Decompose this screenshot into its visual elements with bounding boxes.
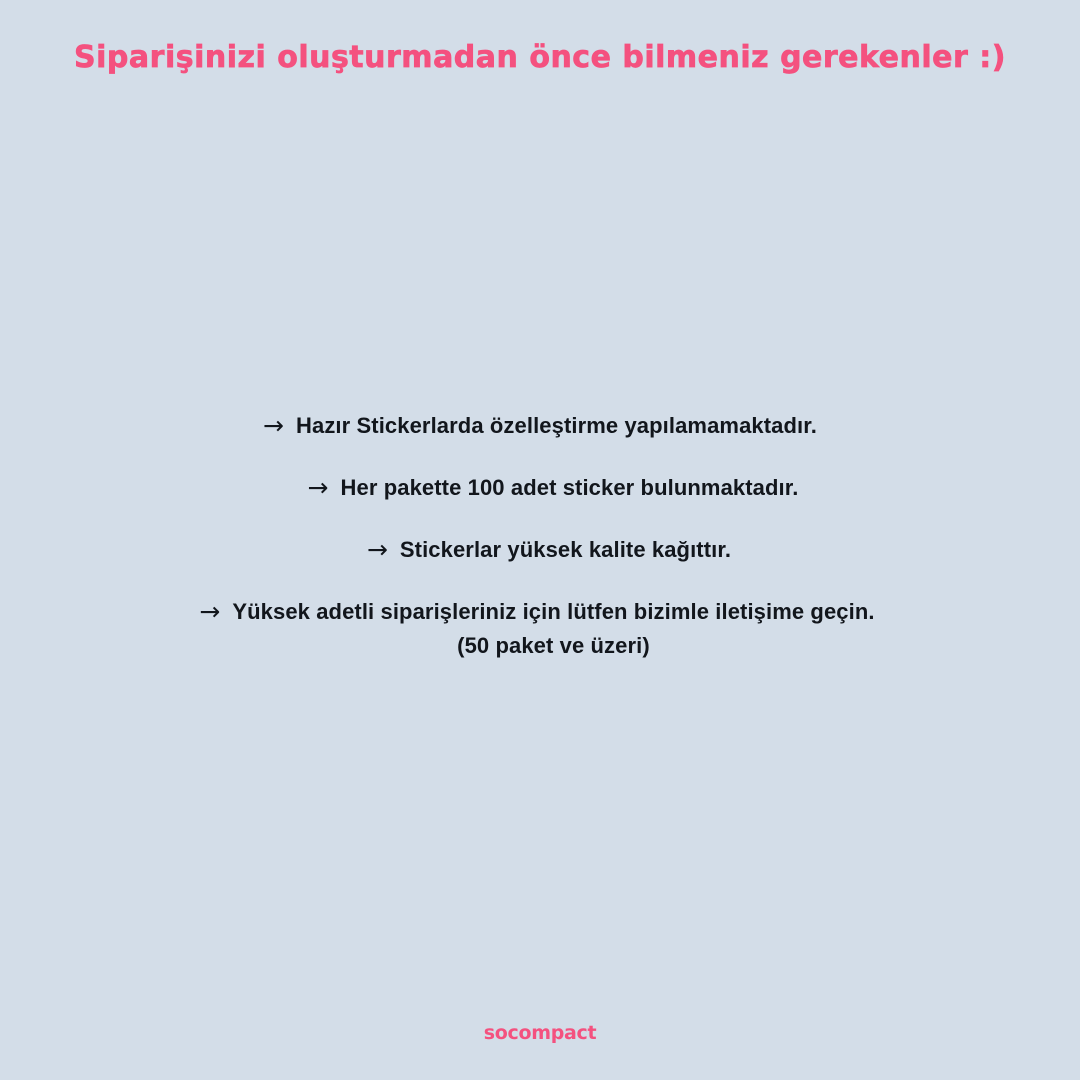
arrow-right-icon: →: [307, 472, 329, 502]
list-item-label: Her pakette 100 adet sticker bulunmaktadır.: [340, 474, 799, 500]
list-item-label: [232, 596, 874, 662]
list-item-subtext: (50 paket ve üzeri): [457, 632, 650, 658]
brand-logo-text: socompact: [483, 1022, 597, 1044]
list-item: [199, 596, 874, 662]
info-list: [0, 410, 1080, 661]
list-item: [367, 534, 731, 566]
arrow-right-icon: →: [263, 411, 284, 440]
list-item-label: Stickerlar yüksek kalite kağıttır.: [399, 536, 732, 562]
list-item-label: Hazır Stickerlarda özelleştirme yapılamamaktadır.: [296, 413, 817, 438]
arrow-right-icon: →: [199, 596, 221, 626]
list-item-text: Yüksek adetli siparişleriniz için lütfen bizimle iletişime geçin.: [232, 598, 875, 624]
page-title: Siparişinizi oluşturmadan önce bilmeniz gerekenler :): [74, 40, 1006, 75]
list-item: [308, 472, 799, 504]
arrow-right-icon: →: [366, 534, 388, 564]
list-item: [263, 410, 817, 442]
